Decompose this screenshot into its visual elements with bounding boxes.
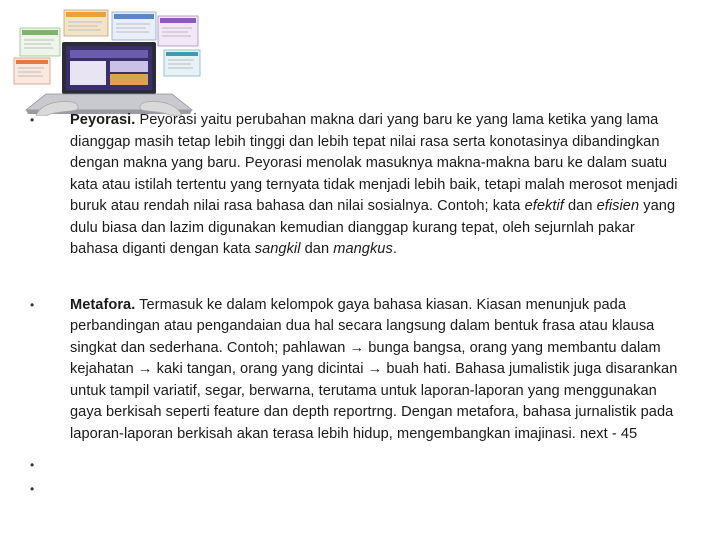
webpage-card-header bbox=[22, 30, 58, 35]
bullet-icon: • bbox=[30, 297, 35, 312]
body-text: bunga bangsa, orang yang membantu dalam kejahatan bbox=[70, 339, 661, 377]
empty-list-item bbox=[30, 455, 690, 479]
arrow-icon: → bbox=[367, 361, 383, 377]
screen-panel bbox=[110, 74, 148, 85]
body-text: kaki tangan, orang yang dicintai bbox=[152, 361, 368, 377]
bullet-paragraph bbox=[70, 295, 682, 446]
bullet-icon: • bbox=[30, 458, 35, 472]
body-text: buah hati. Bahasa jumalistik juga disarankan untuk tampil variatif, segar, berwarna, terutama untuk laporan-laporan yang menggunakan gaya berkisah seperti feature dan depth reportrng. Dengan metafora, bahasa jurnalistik pada laporan-laporan berkisah akan terasa lebih hidup, mengembangkan imajinasi. next - 45 bbox=[70, 361, 678, 442]
bullet-paragraph bbox=[70, 110, 682, 261]
empty-list-item bbox=[30, 479, 690, 503]
arrow-icon: → bbox=[349, 339, 365, 356]
body-text: yang dulu biasa dan lazim digunakan kemudian dianggap kurang tepat, oleh sejurnlah pakar bahasa diganti dengan kata bbox=[70, 198, 676, 257]
term-label: Metafora. bbox=[70, 296, 136, 313]
screen-panel bbox=[110, 61, 148, 72]
screen-panel bbox=[70, 61, 106, 85]
webpage-card-header bbox=[114, 14, 154, 19]
italic-term: mangkus bbox=[333, 241, 393, 257]
list-item-metafora bbox=[30, 295, 690, 446]
bullet-icon: • bbox=[30, 482, 35, 496]
body-text: Peyorasi yaitu perubahan makna dari yang baru ke yang lama ketika yang lama dianggap masih tetap lebih tinggi dan lebih tepat nilai rasa serta konotasinya dibandingkan dengan makna yang baru. Peyorasi menolak masuknya makna-makna baru ke dalam suatu kata atau istilah tertentu yang ternyata tidak menjadi lebih baik, tetapi malah merosot menjadi buruk atau rendah nilai rasa bahasa dan nilai sosialnya. Contoh; kata bbox=[70, 112, 678, 214]
laptop-webpages-illustration bbox=[6, 6, 206, 116]
webpage-card-header bbox=[66, 12, 106, 17]
list-item-peyorasi bbox=[30, 110, 690, 261]
body-text: . bbox=[392, 241, 397, 257]
term-label: Peyorasi. bbox=[70, 112, 136, 128]
bullet-icon: • bbox=[30, 113, 35, 127]
webpage-card-header bbox=[166, 52, 198, 56]
body-text: dan bbox=[563, 198, 597, 214]
italic-term: efektif bbox=[524, 198, 564, 214]
screen-banner bbox=[70, 50, 148, 58]
italic-term: sangkil bbox=[254, 241, 301, 257]
webpage-card-header bbox=[16, 60, 48, 64]
illustration-svg bbox=[6, 6, 206, 116]
italic-term: efisien bbox=[596, 198, 640, 214]
body-text: dan bbox=[300, 241, 334, 257]
empty-bullets bbox=[30, 455, 690, 503]
arrow-icon: → bbox=[137, 361, 153, 377]
webpage-card-header bbox=[160, 18, 196, 23]
body-text: Termasuk ke dalam kelompok gaya bahasa kiasan. Kiasan menunjuk pada perbandingan atau pengandaian dua hal secara langsung dalam bentuk frasa atau klausa singkat dan sederhana. Contoh; pahlawan bbox=[70, 296, 655, 356]
bullet-list bbox=[30, 110, 690, 503]
